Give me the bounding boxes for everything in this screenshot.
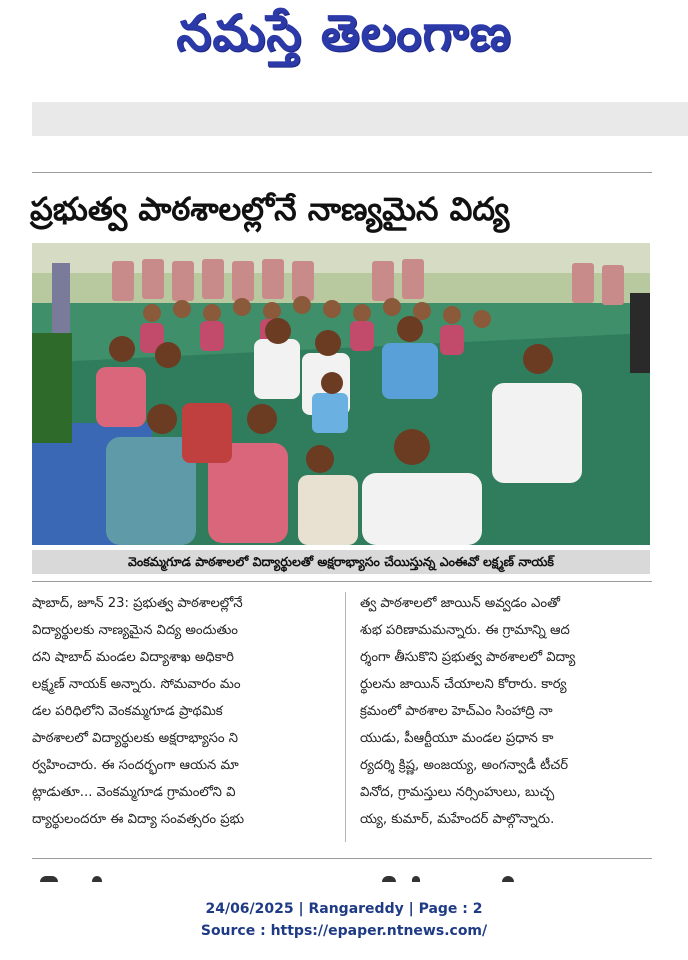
article-line: ర్యదర్శి క్రిష్ణ, అంజయ్య, అంగన్వాడీ టీచర్ bbox=[360, 758, 569, 773]
article-line: ర్శంగా తీసుకొని ప్రభుత్వ పాఠశాలలో విద్యా bbox=[360, 650, 576, 665]
article-line: క్రమంలో పాఠశాల హెచ్ఎం సింహాద్రి నా bbox=[360, 704, 553, 719]
article-headline: ప్రభుత్వ పాఠశాలల్లోనే నాణ్యమైన విద్య bbox=[30, 190, 510, 228]
article-line: షాబాద్, జూన్ 23: ప్రభుత్వ పాఠశాలల్లోనే bbox=[32, 596, 243, 611]
divider bbox=[32, 172, 652, 173]
article-line: ర్థులను జాయిన్ చేయాలని కోరారు. కార్య bbox=[360, 677, 567, 692]
masthead-title: నమస్తే తెలంగాణ bbox=[176, 4, 512, 62]
page-footer bbox=[0, 898, 688, 942]
article-line: శుభ పరిణామమన్నారు. ఈ గ్రామాన్ని ఆద bbox=[360, 623, 570, 638]
article-photo bbox=[32, 243, 650, 545]
article-line: ర్వహించారు. ఈ సందర్భంగా ఆయన మా bbox=[32, 758, 239, 773]
article-line: విద్యార్థులకు నాణ్యమైన విద్య అందుతుం bbox=[32, 623, 238, 638]
footer-edition-info: 24/06/2025 | Rangareddy | Page : 2 bbox=[205, 901, 483, 917]
article-line: త్వ పాఠశాలలో జాయిన్ అవ్వడం ఎంతో bbox=[360, 596, 560, 611]
photo-illustration bbox=[32, 243, 650, 545]
masthead bbox=[0, 0, 688, 80]
article-line: ట్లాడుతూ... వెంకమ్మగూడ గ్రామంలోని వి bbox=[32, 785, 236, 800]
article-line: ద్యార్థులందరూ ఈ విద్యా సంవత్సరం ప్రభు bbox=[32, 812, 245, 827]
article-line: యుడు, పీఆర్టీయూ మండల ప్రధాన కా bbox=[360, 731, 554, 746]
article-line: పాఠశాలలో విద్యార్థులకు అక్షరాభ్యాసం ని bbox=[32, 731, 239, 746]
bottom-divider bbox=[32, 858, 652, 859]
article-line: య్య, కుమార్, మహేందర్ పాల్గొన్నారు. bbox=[360, 812, 555, 827]
article-line: వినోద, గ్రామస్తులు నర్సింహులు, బుచ్చ bbox=[360, 785, 555, 800]
header-band bbox=[32, 102, 688, 136]
article-line: డల పరిధిలోని వెంకమ్మగూడ ప్రాథమిక bbox=[32, 704, 223, 719]
article-line: దని షాబాద్ మండల విద్యాశాఖ అధికారి bbox=[32, 650, 234, 665]
article-column-right bbox=[360, 590, 650, 833]
photo-caption: వెంకమ్మగూడ పాఠశాలలో విద్యార్థులతో అక్షరాభ్యాసం చేయిస్తున్న ఎంఈవో లక్ష్మణ్ నాయక్ bbox=[32, 550, 650, 574]
next-article-cutoff bbox=[32, 868, 652, 882]
footer-source-link[interactable]: Source : https://epaper.ntnews.com/ bbox=[200, 923, 488, 939]
caption-divider bbox=[32, 581, 652, 582]
article-line: లక్ష్మణ్ నాయక్ అన్నారు. సోమవారం మం bbox=[32, 677, 241, 692]
column-divider bbox=[345, 592, 346, 842]
article-column-left bbox=[32, 590, 332, 833]
